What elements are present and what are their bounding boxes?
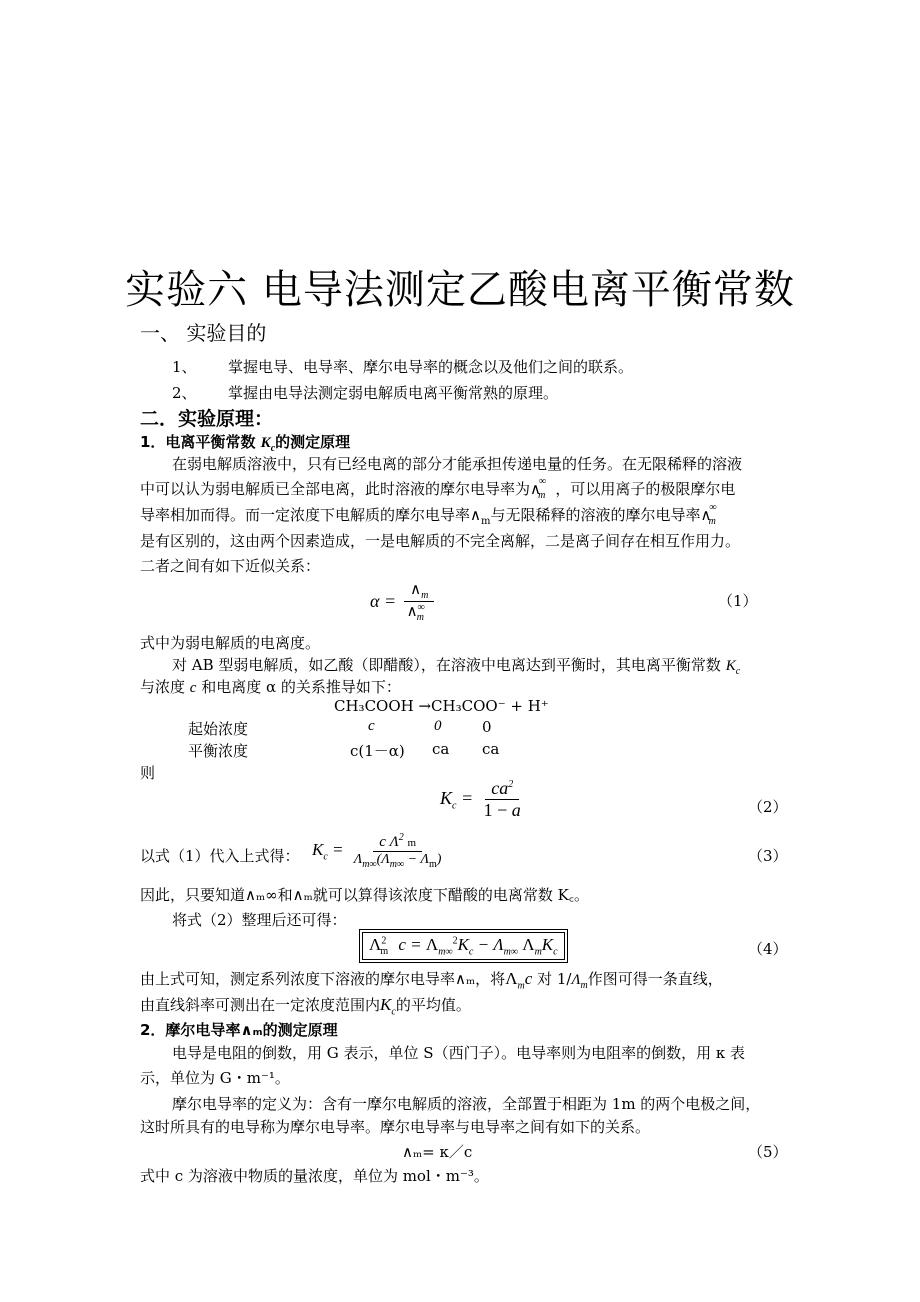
after-eq3-text: 因此，只要知道∧ₘ∞和∧ₘ就可以算得该浓度下醋酸的电离常数 K꜀。 — [140, 886, 590, 904]
equation-1: α = $\frac{\wedge_m}{\wedge^\infty_m}$ — [370, 580, 438, 623]
para2-line2-b: 和电离度 α 的关系推导如下： — [201, 678, 401, 696]
p1-line1: 电导是电阻的倒数，用 G 表示，单位 S（西门子）。电导率则为电阻率的倒数，用 κ 表 — [172, 1044, 745, 1062]
equation-4: $\Lambda^2_m$ $c = \Lambda_{m\infty}^2K_c - \Lambda_{m\infty}$ $\Lambda_mK_c$ — [362, 932, 565, 960]
kc-symbol: $K_c$ — [260, 435, 276, 454]
lambda-inf-symbol-2: $\wedge^\infty_m$ — [700, 502, 717, 527]
para1-line3-a: 导率相加而得。而一定浓度下电解质的摩尔电导率 — [140, 506, 471, 524]
para1-line5: 二者之间有如下近似关系： — [140, 557, 321, 575]
kc-symbol-3: $K_c$ — [380, 995, 396, 1018]
subsection-heading-1-pre: 1．电离平衡常数 — [140, 433, 261, 451]
row2-val-2: ca — [432, 740, 450, 758]
then-text: 则 — [140, 764, 156, 782]
after-eq4-line1-a: 由上式可知，测定系列浓度下溶液的摩尔电导率∧ₘ，将 — [140, 970, 506, 988]
after-eq4-line1-b: 对 1/ — [537, 970, 572, 988]
subsection-heading-2: 2．摩尔电导率∧ₘ的测定原理 — [140, 1021, 338, 1039]
row2-val-1: c(1－α) — [350, 742, 405, 760]
eq4-prefix: 将式（2）整理后还可得： — [172, 911, 347, 929]
equation-3-number: （3） — [748, 847, 788, 865]
after-eq1-text: 式中为弱电解质的电离度。 — [140, 634, 321, 652]
para2-line2-a: 与浓度 — [140, 678, 186, 696]
after-eq4-line1 — [140, 968, 723, 991]
equation-4-number: （4） — [748, 940, 788, 958]
objective-number-1: 1、 — [172, 358, 197, 376]
lambda-m-c-symbol: $\Lambda_mc$ — [505, 969, 533, 992]
para2-line1 — [172, 654, 740, 677]
row1-val-1: c — [368, 718, 375, 734]
last-line: 式中 c 为溶液中物质的量浓度，单位为 mol・m⁻³。 — [140, 1167, 489, 1185]
reaction-equation: CH₃COOH →CH₃COO⁻ + H⁺ — [334, 697, 549, 715]
para1-line2-b: ，可以用离子的极限摩尔电 — [555, 480, 736, 498]
equation-5: ∧ₘ= κ／c — [402, 1143, 473, 1161]
section-heading-objectives: 一、 实验目的 — [140, 321, 267, 345]
equation-2: $K_c$ = $\frac{ca^2}{1 - a}$ — [440, 778, 521, 820]
page-title: 实验六 电导法测定乙酸电离平衡常数 — [125, 267, 795, 313]
objective-number-2: 2、 — [172, 384, 197, 402]
equation-3: $K_c$ = $\frac{c \Lambda^2 m}{\Lambda_{m\infty}(\Lambda_{m\infty} - \Lambda_m)}$ — [312, 832, 442, 870]
after-eq4-line2 — [140, 994, 471, 1017]
para1-line4: 是有区别的，这由两个因素造成，一是电解质的不完全离解，二是离子间存在相互作用力。 — [140, 532, 741, 550]
para2-line2 — [140, 676, 401, 697]
c-symbol: c — [189, 680, 197, 696]
equation-2-number: （2） — [748, 798, 788, 816]
objective-text-1: 掌握电导、电导率、摩尔电导率的概念以及他们之间的联系。 — [228, 358, 634, 376]
kc-symbol-2: $K_c$ — [725, 658, 741, 677]
equation-5-number: （5） — [748, 1143, 788, 1161]
after-eq4-line2-a: 由直线斜率可测出在一定浓度范围内 — [140, 996, 381, 1014]
row1-val-3: 0 — [482, 718, 492, 736]
p2-line2: 这时所具有的电导称为摩尔电导率。摩尔电导率与电导率之间有如下的关系。 — [140, 1118, 651, 1136]
row2-label: 平衡浓度 — [188, 742, 249, 760]
p1-line2: 示，单位为 G・m⁻¹。 — [140, 1069, 290, 1087]
after-eq4-line2-b: 的平均值。 — [395, 996, 471, 1014]
eq3-prefix: 以式（1）代入上式得： — [140, 847, 300, 865]
para1-line2-a: 中可以认为弱电解质已全部电离，此时溶液的摩尔电导率为 — [140, 480, 531, 498]
subsection-heading-1 — [140, 431, 350, 454]
para1-line3 — [140, 504, 726, 527]
row2-val-3: ca — [482, 740, 500, 758]
lambda-m-symbol-2: $\Lambda_m$ — [571, 972, 588, 991]
para1-line1: 在弱电解质溶液中，只有已经电离的部分才能承担传递电量的任务。在无限稀释的溶液 — [172, 455, 743, 473]
subsection-heading-1-post: 的测定原理 — [275, 433, 351, 451]
row1-label: 起始浓度 — [188, 720, 249, 738]
objective-text-2: 掌握由电导法测定弱电解质电离平衡常熟的原理。 — [228, 384, 559, 402]
para1-line3-b: 与无限稀释的溶液的摩尔电导率 — [490, 506, 701, 524]
para1-line2 — [140, 478, 735, 501]
section-heading-principles: 二．实验原理： — [140, 408, 274, 430]
row1-val-2: 0 — [434, 718, 442, 734]
lambda-m-symbol: $\wedge_m$ — [470, 506, 491, 527]
equation-1-number: （1） — [718, 592, 758, 610]
p2-line1: 摩尔电导率的定义为：含有一摩尔电解质的溶液，全部置于相距为 1m 的两个电极之间， — [172, 1095, 761, 1113]
lambda-inf-symbol: $\wedge^\infty_m$ — [530, 476, 547, 501]
para2-line1-a: 对 AB 型弱电解质，如乙酸（即醋酸），在溶液中电离达到平衡时，其电离平衡常数 — [172, 656, 721, 674]
after-eq4-line1-c: 作图可得一条直线， — [587, 970, 723, 988]
